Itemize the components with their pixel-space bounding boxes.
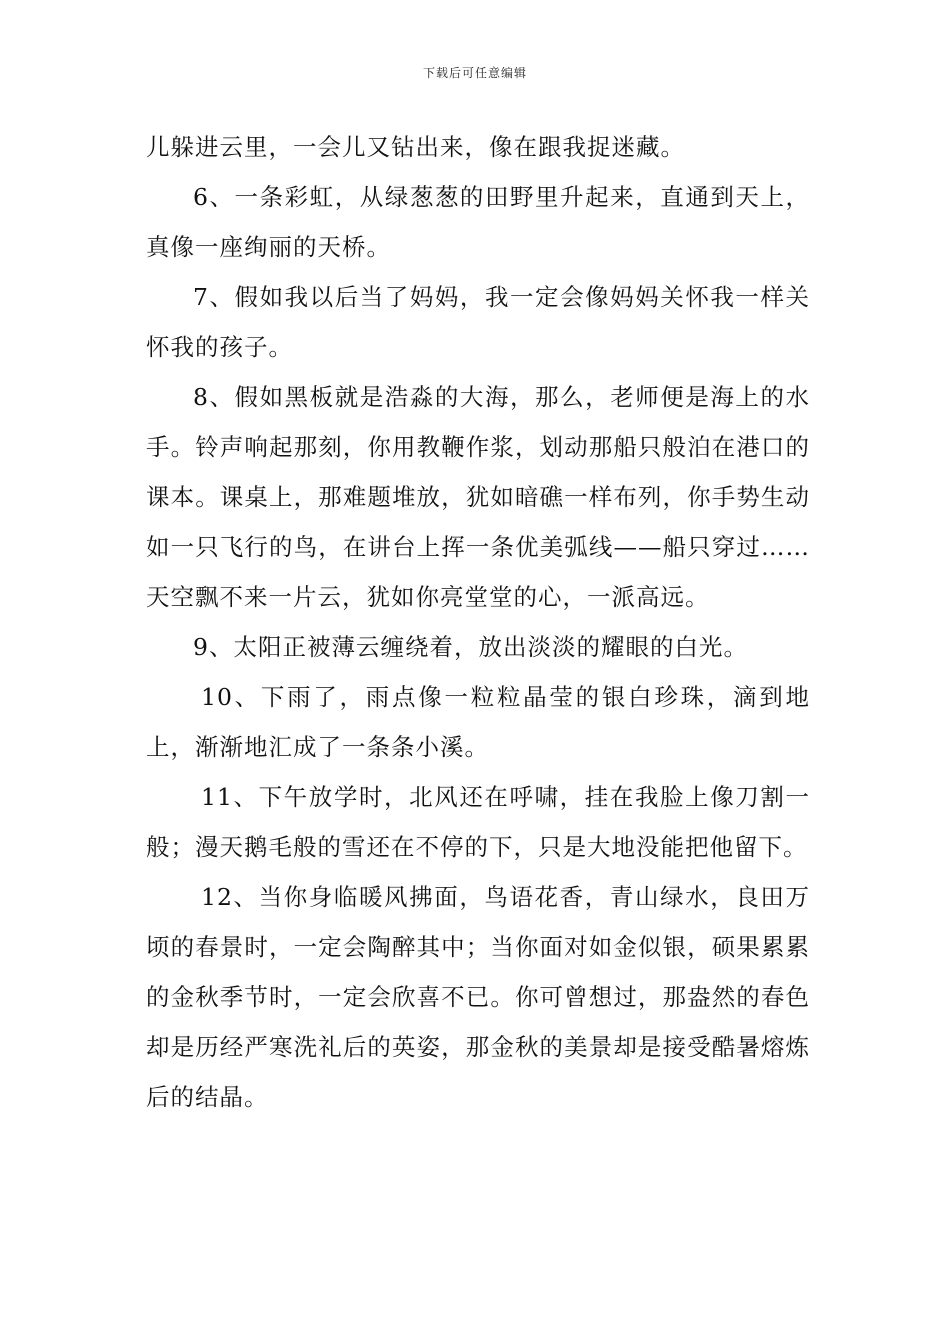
- paragraph-continued: 儿躲进云里，一会儿又钻出来，像在跟我捉迷藏。: [146, 133, 685, 161]
- paragraph-11: 11、下午放学时，北风还在呼啸，挂在我脸上像刀割一般；漫天鹅毛般的雪还在不停的下，只是大地没能把他留下。: [146, 783, 810, 861]
- paragraph-10: 10、下雨了，雨点像一粒粒晶莹的银白珍珠，滴到地上，渐渐地汇成了一条条小溪。: [146, 683, 810, 761]
- paragraph-12: 12、当你身临暖风拂面，鸟语花香，青山绿水，良田万顷的春景时，一定会陶醉其中；当你面对如金似银，硕果累累的金秋季节时，一定会欣喜不已。你可曾想过，那盎然的春色却是历经严寒洗礼后的英姿，那金秋的美景却是接受酷暑熔炼后的结晶。: [146, 883, 810, 1111]
- paragraph-6: 6、一条彩虹，从绿葱葱的田野里升起来，直通到天上，真像一座绚丽的天桥。: [146, 183, 810, 261]
- paragraph-7: 7、假如我以后当了妈妈，我一定会像妈妈关怀我一样关怀我的孩子。: [146, 283, 810, 361]
- document-body: [146, 122, 810, 1122]
- paragraph-9: 9、太阳正被薄云缠绕着，放出淡淡的耀眼的白光。: [193, 633, 748, 661]
- paragraph-8: 8、假如黑板就是浩淼的大海，那么，老师便是海上的水手。铃声响起那刻，你用教鞭作浆，划动那船只般泊在港口的课本。课桌上，那难题堆放，犹如暗礁一样布列，你手势生动如一只飞行的鸟，在讲台上挥一条优美弧线——船只穿过……天空飘不来一片云，犹如你亮堂堂的心，一派高远。: [146, 383, 810, 611]
- page-header: 下载后可任意编辑: [422, 66, 527, 80]
